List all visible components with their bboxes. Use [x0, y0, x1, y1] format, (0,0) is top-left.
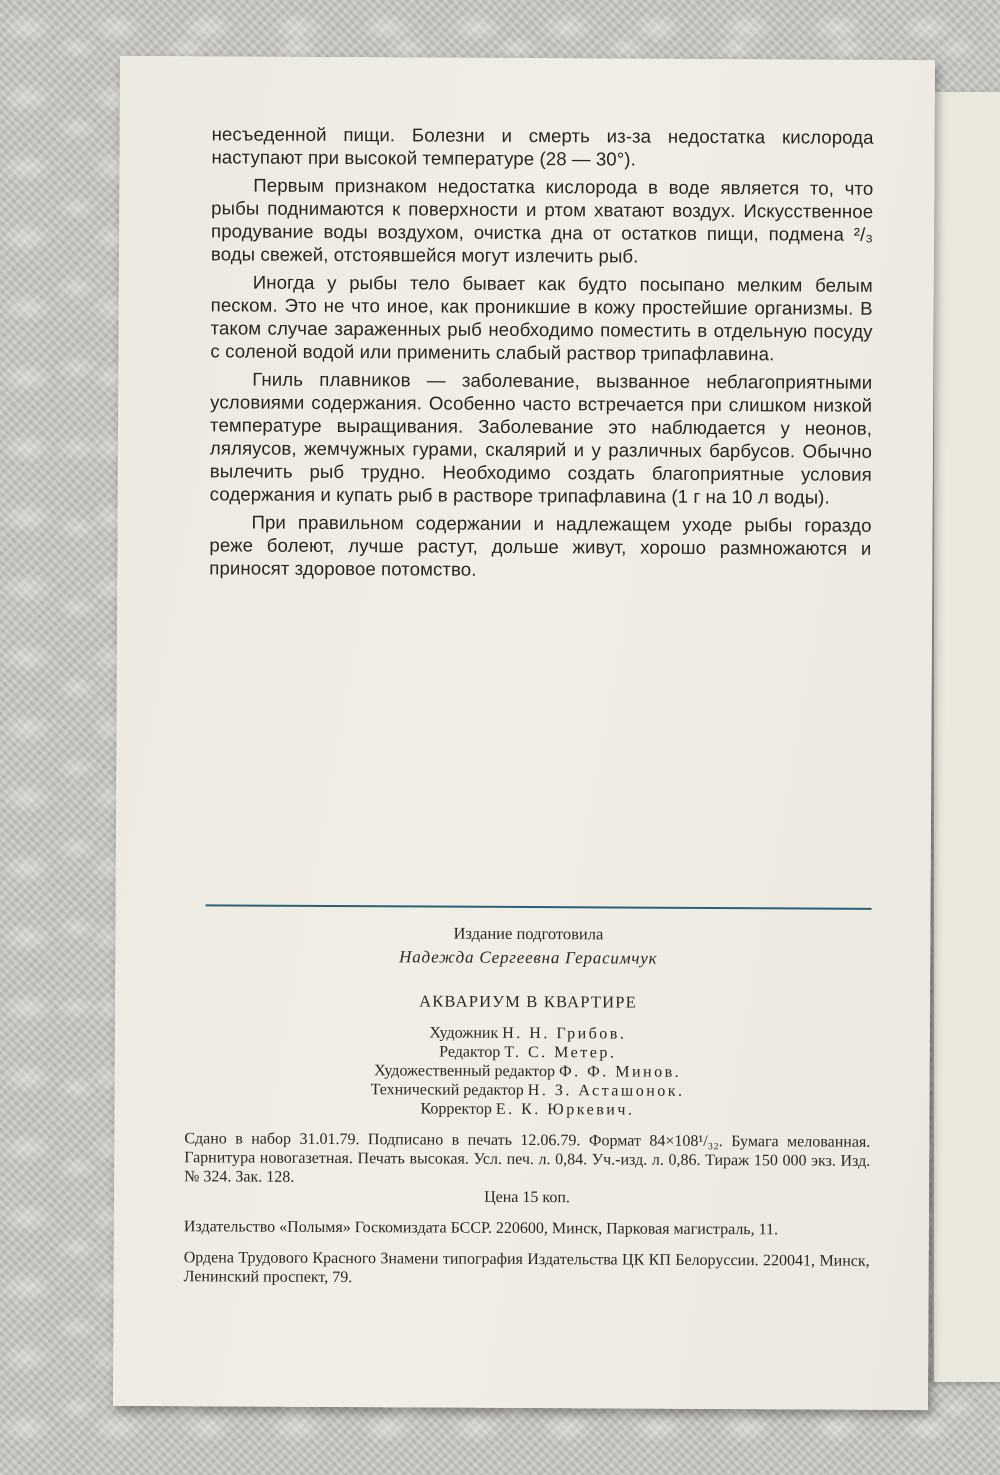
staff-role: Корректор — [420, 1100, 492, 1118]
staff-role: Редактор — [439, 1043, 501, 1061]
adjacent-page-edge — [932, 92, 1000, 1382]
book-title: АКВАРИУМ В КВАРТИРЕ — [419, 991, 638, 1012]
paragraph-4: Гниль плавников — заболевание, вызванное неблагоприятными условиями содержания. Особенно часто встречается при слишком низкой температуре выращивания. Заболевание это наблюдается у неонов, ляляусов, жемчужных гурами, скалярий и у различных барбусов. Обычно вылечить рыб трудно. Необходимо создать благоприятные условия содержания и купать рыб в растворе трипафлавина (1 г на 10 л воды). — [209, 368, 873, 508]
printer-info: Ордена Трудового Красного Знамени типография Издательства ЦК КП Белоруссии. 220041, Минск, Ленинский проспект, 79. — [183, 1249, 870, 1287]
staff-person: Ф. Ф. Минов. — [558, 1063, 682, 1081]
staff-role: Художественный редактор — [374, 1062, 556, 1081]
print-info: Сдано в набор 31.01.79. Подписано в печать 12.06.79. Формат 84×108¹/₃₂. Бумага мелованная. Гарнитура новогазетная. Печать высокая. Усл. печ. л. 0,84. Уч.-изд. л. 0,86. Тираж 150 000 экз. Изд. № 324. Зак. 128. — [184, 1130, 871, 1186]
staff-role: Технический редактор — [370, 1081, 524, 1099]
prepared-by-label: Издание подготовила — [453, 923, 604, 944]
paragraph-3: Иногда у рыбы тело бывает как будто посыпано мелким белым песком. Это не что иное, как проникшие в кожу простейшие организмы. В таком случае зараженных рыб необходимо поместить в отдельную посуду с соленой водой или применить слабый раствор трипафлавина. — [210, 271, 873, 365]
staff-person: Т. С. Метер. — [504, 1043, 617, 1062]
staff-role: Художник — [429, 1024, 499, 1042]
staff-person: Е. К. Юркевич. — [495, 1100, 635, 1119]
price: Цена 15 коп. — [484, 1188, 570, 1207]
paragraph-1: несъеденной пищи. Болезни и смерть из-за недостатка кислорода наступают при высокой температуре (28 — 30°). — [211, 123, 874, 170]
document-page — [113, 56, 935, 1410]
staff-list — [184, 1022, 870, 1121]
colophon — [184, 922, 872, 1290]
paragraph-2: Первым признаком недостатка кислорода в воде является то, что рыбы поднимаются к поверхности и ртом хватают воздух. Искусственное продувание воды воздухом, очистка дна от остатков пищи, подмена ²/₃ воды свежей, отстоявшейся могут излечить рыб. — [210, 174, 874, 267]
author-name: Надежда Сергеевна Герасимчук — [399, 947, 658, 968]
body-text — [209, 122, 873, 587]
paragraph-5: При правильном содержании и надлежащем уходе рыбы гораздо реже болеют, лучше растут, дольше живут, хорошо размножаются и приносят здоровое потомство. — [209, 511, 872, 580]
staff-proofreader — [184, 1098, 870, 1121]
publisher-info: Издательство «Полымя» Госкомиздата БССР. 220600, Минск, Парковая магистраль, 11. — [183, 1218, 779, 1239]
print-details — [184, 1129, 870, 1209]
section-divider — [206, 904, 872, 909]
staff-person: Н. Н. Грибов. — [502, 1024, 627, 1043]
staff-person: Н. З. Асташонок. — [527, 1082, 685, 1100]
